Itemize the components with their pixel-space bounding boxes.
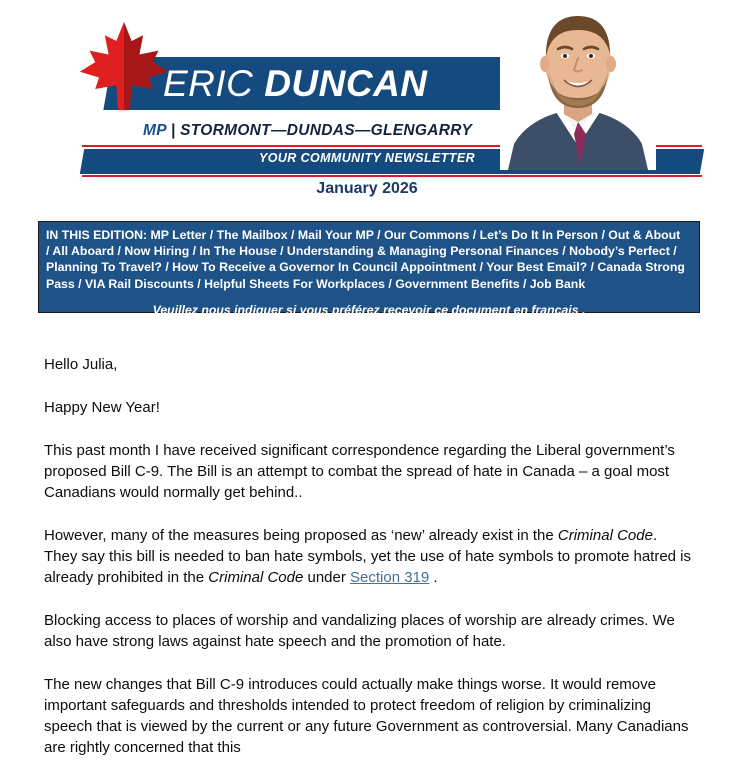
mp-portrait-photo	[500, 0, 656, 170]
edition-contents-line	[46, 227, 692, 243]
edition-line-3: Planning To Travel? / How To Receive a Governor In Council Appointment / Your Best Email? / Canada Strong	[46, 260, 685, 275]
p2-text-a: However, many of the measures being proposed as ‘new’ already exist in the	[44, 527, 558, 544]
french-version-note: Veuillez nous indiquer si vous préférez recevoir ce document en français .	[152, 302, 586, 317]
newsletter-tagline: YOUR COMMUNITY NEWSLETTER	[258, 151, 476, 165]
letter-happy-new-year: Happy New Year!	[44, 399, 160, 416]
mp-letter-body	[44, 354, 692, 780]
letter-greeting: Hello Julia,	[44, 356, 118, 373]
newsletter-header-banner	[0, 0, 734, 178]
p2-criminal-code-italic-2: Criminal Code	[208, 569, 304, 586]
riding-separator: |	[166, 122, 181, 139]
mp-first-name: ERIC	[163, 63, 254, 104]
maple-leaf-icon	[76, 18, 172, 114]
in-this-edition-box	[38, 221, 700, 317]
p2-text-c: under	[303, 569, 351, 586]
riding-line	[143, 122, 472, 140]
mp-last-name: DUNCAN	[264, 63, 428, 104]
riding-name-label: STORMONT—DUNDAS—GLENGARRY	[180, 122, 473, 139]
letter-paragraph-2	[44, 525, 692, 588]
letter-paragraph-4: The new changes that Bill C-9 introduces could actually make things worse. It would remove important safeguards and thresholds intended to protect freedom of religion by criminalizing speech that is viewed by the current or any future Government as controversial. Many Canadians are rightly concerned that this	[44, 676, 689, 756]
edition-line-4: Pass / VIA Rail Discounts / Helpful Sheets For Workplaces / Government Benefits / Job Bank	[46, 276, 586, 291]
edition-line-1: MP Letter / The Mailbox / Mail Your MP / Our Commons / Let’s Do It In Person / Out & About	[147, 228, 681, 242]
p2-text-b: . They say this bill is needed to ban hate symbols, yet the use of hate symbols to promote hatred is already prohibited in the	[44, 527, 692, 586]
red-rule-bottom	[82, 175, 702, 177]
mp-name	[163, 60, 428, 108]
letter-paragraph-3: Blocking access to places of worship and vandalizing places of worship are already crimes. We also have strong laws against hate speech and the promotion of hate.	[44, 612, 675, 650]
mp-title-label: MP	[143, 122, 167, 139]
edition-line-2: / All Aboard / Now Hiring / In The House / Understanding & Managing Personal Finances / Nobody’s Perfect /	[46, 244, 677, 259]
issue-month: January 2026	[316, 180, 418, 197]
letter-paragraph-1: This past month I have received significant correspondence regarding the Liberal government’s proposed Bill C-9. The Bill is an attempt to combat the spread of hate in Canada – a goal most Canadians would normally get behind..	[44, 442, 675, 501]
p2-criminal-code-italic-1: Criminal Code	[557, 527, 653, 544]
in-this-edition-label: IN THIS EDITION:	[46, 228, 148, 242]
p2-text-d: .	[429, 569, 438, 586]
section-319-link[interactable]: Section 319	[350, 569, 430, 586]
